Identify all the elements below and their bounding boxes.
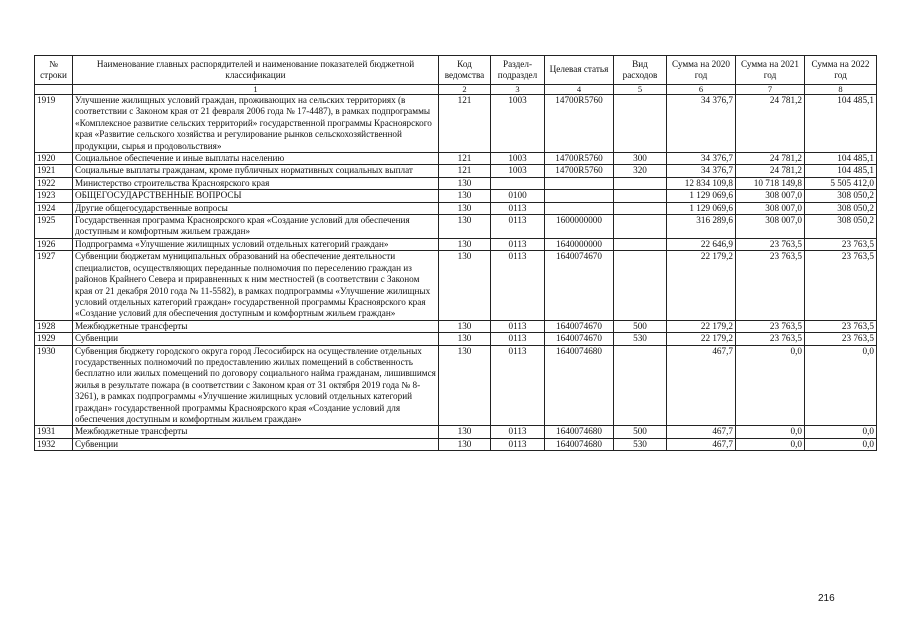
table-row	[35, 153, 877, 165]
row-sum-2022: 23 763,5	[805, 320, 877, 332]
row-sum-2020: 1 129 069,6	[667, 190, 736, 202]
row-number: 1924	[35, 202, 73, 214]
row-name: Министерство строительства Красноярского края	[73, 177, 439, 189]
row-dept-code: 130	[439, 202, 491, 214]
row-expense-type: 300	[614, 153, 667, 165]
row-number: 1925	[35, 215, 73, 239]
row-target-article: 1640074680	[545, 438, 614, 450]
row-sum-2021: 23 763,5	[736, 238, 805, 250]
row-sum-2021: 308 007,0	[736, 202, 805, 214]
header-sum-2022: Сумма на 2022 год	[805, 56, 877, 85]
row-sum-2021: 24 781,2	[736, 153, 805, 165]
row-expense-type	[614, 251, 667, 320]
row-section-code: 0113	[491, 251, 545, 320]
row-expense-type	[614, 238, 667, 250]
row-dept-code: 130	[439, 345, 491, 426]
row-expense-type: 500	[614, 426, 667, 438]
row-number: 1930	[35, 345, 73, 426]
row-number: 1926	[35, 238, 73, 250]
colnum: 8	[805, 85, 877, 95]
row-dept-code: 130	[439, 438, 491, 450]
row-sum-2020: 316 289,6	[667, 215, 736, 239]
header-dept: Код ведомства	[439, 56, 491, 85]
row-sum-2022: 104 485,1	[805, 153, 877, 165]
row-sum-2021: 0,0	[736, 426, 805, 438]
header-num: № строки	[35, 56, 73, 85]
row-section-code: 0113	[491, 345, 545, 426]
row-sum-2022: 23 763,5	[805, 333, 877, 345]
header-sum-2021: Сумма на 2021 год	[736, 56, 805, 85]
row-dept-code: 130	[439, 320, 491, 332]
row-section-code: 1003	[491, 153, 545, 165]
colnum: 1	[73, 85, 439, 95]
row-dept-code: 130	[439, 177, 491, 189]
row-sum-2021: 0,0	[736, 438, 805, 450]
row-dept-code: 121	[439, 95, 491, 153]
row-sum-2022: 104 485,1	[805, 95, 877, 153]
row-number: 1922	[35, 177, 73, 189]
row-expense-type	[614, 177, 667, 189]
row-name: Государственная программа Красноярского края «Создание условий для обеспечения доступным и комфортным жильем граждан»	[73, 215, 439, 239]
row-number: 1920	[35, 153, 73, 165]
row-sum-2021: 23 763,5	[736, 251, 805, 320]
table-row	[35, 165, 877, 177]
page-number: 216	[818, 593, 835, 604]
row-target-article: 14700R5760	[545, 95, 614, 153]
row-dept-code: 121	[439, 165, 491, 177]
row-section-code: 0113	[491, 215, 545, 239]
row-sum-2021: 23 763,5	[736, 320, 805, 332]
colnum: 3	[491, 85, 545, 95]
row-section-code: 0113	[491, 320, 545, 332]
row-target-article	[545, 202, 614, 214]
row-sum-2020: 467,7	[667, 438, 736, 450]
row-sum-2020: 22 179,2	[667, 251, 736, 320]
row-target-article: 1640074670	[545, 333, 614, 345]
row-sum-2021: 10 718 149,8	[736, 177, 805, 189]
row-sum-2022: 308 050,2	[805, 202, 877, 214]
row-section-code	[491, 177, 545, 189]
row-target-article: 1640074680	[545, 345, 614, 426]
table-row	[35, 438, 877, 450]
colnum: 7	[736, 85, 805, 95]
row-expense-type	[614, 190, 667, 202]
row-sum-2020: 34 376,7	[667, 165, 736, 177]
row-target-article: 1600000000	[545, 215, 614, 239]
row-name: Социальные выплаты гражданам, кроме публичных нормативных социальных выплат	[73, 165, 439, 177]
row-target-article: 1640074680	[545, 426, 614, 438]
row-section-code: 0100	[491, 190, 545, 202]
row-section-code: 0113	[491, 333, 545, 345]
row-expense-type: 530	[614, 333, 667, 345]
row-number: 1928	[35, 320, 73, 332]
row-sum-2020: 22 179,2	[667, 333, 736, 345]
row-expense-type: 500	[614, 320, 667, 332]
row-target-article	[545, 177, 614, 189]
table-row	[35, 426, 877, 438]
row-dept-code: 130	[439, 426, 491, 438]
row-sum-2022: 0,0	[805, 426, 877, 438]
table-row	[35, 177, 877, 189]
row-sum-2022: 0,0	[805, 345, 877, 426]
row-expense-type: 320	[614, 165, 667, 177]
header-type: Вид расходов	[614, 56, 667, 85]
row-name: Подпрограмма «Улучшение жилищных условий отдельных категорий граждан»	[73, 238, 439, 250]
row-expense-type	[614, 215, 667, 239]
row-name: Межбюджетные трансферты	[73, 320, 439, 332]
row-dept-code: 121	[439, 153, 491, 165]
row-target-article: 1640000000	[545, 238, 614, 250]
row-dept-code: 130	[439, 215, 491, 239]
table-row	[35, 95, 877, 153]
row-number: 1921	[35, 165, 73, 177]
column-number-row	[35, 85, 877, 95]
row-sum-2021: 308 007,0	[736, 215, 805, 239]
row-name: Субвенции	[73, 438, 439, 450]
row-sum-2020: 34 376,7	[667, 95, 736, 153]
row-dept-code: 130	[439, 190, 491, 202]
table-row	[35, 333, 877, 345]
row-sum-2022: 5 505 412,0	[805, 177, 877, 189]
row-target-article: 14700R5760	[545, 153, 614, 165]
row-sum-2021: 23 763,5	[736, 333, 805, 345]
row-expense-type	[614, 345, 667, 426]
row-name: Субвенция бюджету городского округа город Лесосибирск на осуществление отдельных государственных полномочий по предоставлению жилых помещений в собственность бесплатно или жилых помещений по договору социального найма гражданам, лишившимся жилья в результате пожара (в соответствии с Законом края от 31 октября 2019 года № 8-3261), в рамках подпрограммы «Улучшение жилищных условий отдельных категорий граждан» государственной программы Красноярского края «Создание условий для обеспечения доступным и комфортным жильем граждан»	[73, 345, 439, 426]
row-dept-code: 130	[439, 333, 491, 345]
row-number: 1919	[35, 95, 73, 153]
row-target-article: 1640074670	[545, 251, 614, 320]
row-number: 1923	[35, 190, 73, 202]
row-sum-2020: 1 129 069,6	[667, 202, 736, 214]
row-name: Субвенции бюджетам муниципальных образований на обеспечение деятельности специалистов, осуществляющих переданные полномочия по переселению граждан из районов Крайнего Севера и приравненных к ним местностей (в соответствии с Законом края от 21 декабря 2010 года № 11-5582), в рамках подпрограммы «Улучшение жилищных условий отдельных категорий граждан» государственной программы Красноярского края «Создание условий для обеспечения доступным и комфортным жильем граждан»	[73, 251, 439, 320]
header-name: Наименование главных распорядителей и наименование показателей бюджетной классификации	[73, 56, 439, 85]
row-target-article	[545, 190, 614, 202]
row-number: 1932	[35, 438, 73, 450]
header-article: Целевая статья	[545, 56, 614, 85]
row-expense-type: 530	[614, 438, 667, 450]
table-row	[35, 202, 877, 214]
budget-table	[34, 55, 877, 451]
row-sum-2022: 308 050,2	[805, 215, 877, 239]
row-name: Другие общегосударственные вопросы	[73, 202, 439, 214]
row-number: 1927	[35, 251, 73, 320]
row-name: Межбюджетные трансферты	[73, 426, 439, 438]
colnum: 5	[614, 85, 667, 95]
row-sum-2022: 104 485,1	[805, 165, 877, 177]
table-row	[35, 215, 877, 239]
row-expense-type	[614, 95, 667, 153]
row-sum-2020: 12 834 109,8	[667, 177, 736, 189]
row-target-article: 14700R5760	[545, 165, 614, 177]
colnum: 6	[667, 85, 736, 95]
row-sum-2021: 24 781,2	[736, 165, 805, 177]
row-name: Субвенции	[73, 333, 439, 345]
header-section: Раздел-подраздел	[491, 56, 545, 85]
row-section-code: 0113	[491, 202, 545, 214]
colnum: 2	[439, 85, 491, 95]
row-section-code: 0113	[491, 438, 545, 450]
row-name: Улучшение жилищных условий граждан, проживающих на сельских территориях (в соответствии с Законом края от 21 февраля 2006 года № 17-4487), в рамках подпрограммы «Комплексное развитие сельских территорий» государственной программы Красноярского края «Развитие сельского хозяйства и регулирование рынков сельскохозяйственной продукции, сырья и продовольствия»	[73, 95, 439, 153]
row-sum-2021: 24 781,2	[736, 95, 805, 153]
row-expense-type	[614, 202, 667, 214]
row-sum-2021: 0,0	[736, 345, 805, 426]
row-sum-2022: 308 050,2	[805, 190, 877, 202]
header-row	[35, 56, 877, 85]
row-number: 1931	[35, 426, 73, 438]
row-dept-code: 130	[439, 251, 491, 320]
colnum	[35, 85, 73, 95]
row-section-code: 0113	[491, 238, 545, 250]
row-section-code: 1003	[491, 165, 545, 177]
row-sum-2020: 34 376,7	[667, 153, 736, 165]
table-row	[35, 320, 877, 332]
row-sum-2022: 23 763,5	[805, 238, 877, 250]
row-number: 1929	[35, 333, 73, 345]
row-dept-code: 130	[439, 238, 491, 250]
row-target-article: 1640074670	[545, 320, 614, 332]
row-section-code: 0113	[491, 426, 545, 438]
table-row	[35, 190, 877, 202]
row-sum-2020: 467,7	[667, 345, 736, 426]
row-section-code: 1003	[491, 95, 545, 153]
table-row	[35, 345, 877, 426]
row-sum-2022: 23 763,5	[805, 251, 877, 320]
table-row	[35, 238, 877, 250]
header-sum-2020: Сумма на 2020 год	[667, 56, 736, 85]
table-row	[35, 251, 877, 320]
row-name: Социальное обеспечение и иные выплаты населению	[73, 153, 439, 165]
row-sum-2021: 308 007,0	[736, 190, 805, 202]
colnum: 4	[545, 85, 614, 95]
table-body	[35, 95, 877, 451]
row-sum-2020: 22 646,9	[667, 238, 736, 250]
row-sum-2022: 0,0	[805, 438, 877, 450]
row-name: ОБЩЕГОСУДАРСТВЕННЫЕ ВОПРОСЫ	[73, 190, 439, 202]
row-sum-2020: 22 179,2	[667, 320, 736, 332]
row-sum-2020: 467,7	[667, 426, 736, 438]
